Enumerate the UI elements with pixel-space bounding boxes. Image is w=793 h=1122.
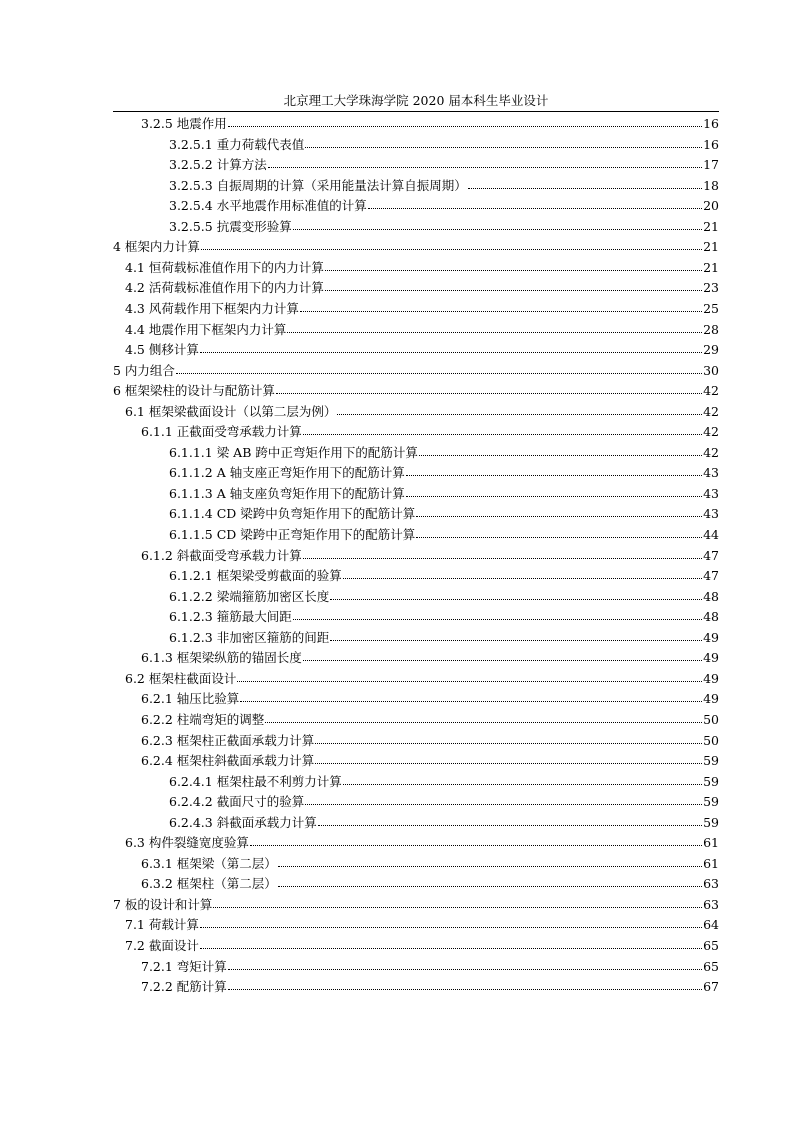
- toc-leader-dots: [250, 834, 702, 846]
- toc-entry-page: 42: [703, 403, 719, 419]
- toc-entry-label: 3.2.5.2 计算方法: [169, 157, 267, 173]
- toc-leader-dots: [237, 670, 702, 682]
- toc-entry-page: 59: [703, 753, 719, 769]
- toc-leader-dots: [343, 773, 702, 785]
- toc-leader-dots: [276, 382, 702, 394]
- toc-leader-dots: [468, 177, 702, 189]
- toc-entry[interactable]: [169, 137, 719, 153]
- toc-entry-label: 6.1.1.2 A 轴支座正弯矩作用下的配筋计算: [169, 465, 405, 481]
- toc-entry-page: 29: [703, 342, 719, 358]
- toc-entry[interactable]: [169, 794, 719, 810]
- toc-entry-label: 6.2.3 框架柱正截面承载力计算: [141, 732, 315, 748]
- toc-entry[interactable]: [169, 219, 719, 235]
- toc-entry-label: 4.3 风荷载作用下框架内力计算: [125, 300, 299, 316]
- toc-entry-label: 6.2.4.1 框架柱最不利剪力计算: [169, 773, 342, 789]
- toc-leader-dots: [278, 875, 702, 887]
- toc-entry-label: 6.2.2 柱端弯矩的调整: [141, 711, 265, 727]
- toc-entry-page: 63: [703, 896, 719, 912]
- toc-entry[interactable]: [141, 548, 719, 564]
- toc-entry-page: 21: [703, 259, 719, 275]
- toc-entry-page: 61: [703, 855, 719, 871]
- toc-entry[interactable]: [141, 876, 719, 892]
- toc-entry[interactable]: [113, 363, 719, 379]
- toc-leader-dots: [343, 567, 702, 579]
- toc-entry-page: 48: [703, 609, 719, 625]
- toc-entry[interactable]: [169, 445, 719, 461]
- toc-leader-dots: [406, 485, 702, 497]
- toc-entry-page: 49: [703, 670, 719, 686]
- toc-entry[interactable]: [141, 753, 719, 769]
- toc-entry[interactable]: [125, 917, 719, 933]
- toc-leader-dots: [303, 649, 702, 661]
- page-header: [113, 93, 719, 112]
- toc-leader-dots: [315, 752, 702, 764]
- toc-entry-label: 6.3.1 框架梁（第二层）: [141, 855, 277, 871]
- toc-entry-page: 49: [703, 650, 719, 666]
- toc-entry[interactable]: [169, 527, 719, 543]
- header-title: 北京理工大学珠海学院 2020 届本科生毕业设计: [283, 93, 549, 108]
- toc-entry[interactable]: [169, 157, 719, 173]
- toc-leader-dots: [330, 629, 702, 641]
- toc-entry-page: 21: [703, 239, 719, 255]
- toc-entry-page: 16: [703, 136, 719, 152]
- toc-entry-label: 6.1 框架梁截面设计（以第二层为例）: [125, 403, 337, 419]
- toc-entry[interactable]: [169, 506, 719, 522]
- toc-entry-page: 50: [703, 711, 719, 727]
- toc-entry[interactable]: [169, 568, 719, 584]
- toc-leader-dots: [303, 423, 702, 435]
- toc-leader-dots: [325, 259, 702, 271]
- toc-entry-page: 47: [703, 547, 719, 563]
- toc-leader-dots: [300, 300, 702, 312]
- toc-entry-page: 49: [703, 629, 719, 645]
- toc-leader-dots: [318, 814, 702, 826]
- toc-leader-dots: [278, 855, 702, 867]
- toc-entry[interactable]: [141, 424, 719, 440]
- toc-leader-dots: [416, 505, 702, 517]
- toc-entry-label: 3.2.5.4 水平地震作用标准值的计算: [169, 198, 367, 214]
- toc-leader-dots: [303, 547, 702, 559]
- toc-leader-dots: [268, 156, 702, 168]
- toc-entry-page: 47: [703, 568, 719, 584]
- toc-entry-label: 6.3 构件裂缝宽度验算: [125, 835, 249, 851]
- toc-entry-label: 6 框架梁柱的设计与配筋计算: [113, 383, 275, 399]
- toc-leader-dots: [240, 690, 702, 702]
- toc-entry-page: 42: [703, 444, 719, 460]
- toc-entry-label: 6.1.1.1 梁 AB 跨中正弯矩作用下的配筋计算: [169, 444, 418, 460]
- toc-entry[interactable]: [141, 650, 719, 666]
- toc-leader-dots: [305, 793, 702, 805]
- toc-entry-label: 5 内力组合: [113, 362, 175, 378]
- toc-entry-page: 42: [703, 424, 719, 440]
- toc-entry[interactable]: [169, 465, 719, 481]
- toc-leader-dots: [228, 978, 702, 990]
- toc-entry[interactable]: [125, 404, 719, 420]
- toc-entry-label: 6.1.2.3 箍筋最大间距: [169, 609, 292, 625]
- toc-entry-page: 65: [703, 958, 719, 974]
- toc-entry-page: 49: [703, 691, 719, 707]
- toc-entry-label: 4.2 活荷载标准值作用下的内力计算: [125, 280, 324, 296]
- toc-entry-page: 63: [703, 876, 719, 892]
- toc-entry-page: 50: [703, 732, 719, 748]
- toc-entry-page: 25: [703, 300, 719, 316]
- toc-entry-label: 6.2.4 框架柱斜截面承载力计算: [141, 753, 315, 769]
- toc-entry-label: 6.2.1 轴压比验算: [141, 691, 240, 707]
- toc-entry[interactable]: [113, 383, 719, 399]
- toc-entry-label: 6.1.2.1 框架梁受剪截面的验算: [169, 568, 342, 584]
- toc-entry-label: 3.2.5 地震作用: [141, 116, 227, 131]
- toc-entry[interactable]: [125, 671, 719, 687]
- toc-entry-label: 6.3.2 框架柱（第二层）: [141, 876, 277, 892]
- toc-entry[interactable]: [141, 959, 719, 975]
- toc-entry[interactable]: [169, 815, 719, 831]
- toc-leader-dots: [200, 341, 702, 353]
- toc-leader-dots: [176, 362, 702, 374]
- toc-entry-page: 17: [703, 157, 719, 173]
- toc-leader-dots: [228, 958, 702, 970]
- toc-entry[interactable]: [113, 897, 719, 913]
- toc-entry-label: 4.5 侧移计算: [125, 342, 199, 358]
- toc-leader-dots: [419, 444, 702, 456]
- toc-entry-page: 64: [703, 917, 719, 933]
- toc-entry-page: 59: [703, 773, 719, 789]
- toc-entry[interactable]: [141, 116, 719, 132]
- toc-entry-page: 67: [703, 979, 719, 995]
- toc-entry[interactable]: [169, 198, 719, 214]
- toc-leader-dots: [200, 916, 702, 928]
- toc-entry-label: 6.2 框架柱截面设计: [125, 670, 237, 686]
- toc-entry[interactable]: [125, 322, 719, 338]
- toc-entry-label: 7.1 荷载计算: [125, 917, 199, 933]
- toc-entry[interactable]: [169, 178, 719, 194]
- toc-leader-dots: [213, 896, 702, 908]
- toc-entry-page: 16: [703, 116, 719, 131]
- toc-entry-page: 30: [703, 362, 719, 378]
- toc-entry-label: 6.1.2 斜截面受弯承载力计算: [141, 547, 302, 563]
- toc-entry-page: 23: [703, 280, 719, 296]
- toc-entry[interactable]: [141, 979, 719, 995]
- toc-entry-label: 7.2.2 配筋计算: [141, 979, 227, 995]
- toc-leader-dots: [305, 136, 702, 148]
- toc-entry-label: 6.1.1.3 A 轴支座负弯矩作用下的配筋计算: [169, 485, 405, 501]
- toc-leader-dots: [293, 218, 702, 230]
- toc-entry-label: 3.2.5.1 重力荷载代表值: [169, 136, 305, 152]
- toc-entry-page: 44: [703, 527, 719, 542]
- toc-entry[interactable]: [125, 938, 719, 954]
- toc-leader-dots: [265, 711, 702, 723]
- toc-entry[interactable]: [125, 260, 719, 276]
- toc-entry-page: 42: [703, 383, 719, 399]
- toc-entry-page: 43: [703, 485, 719, 501]
- toc-entry[interactable]: [125, 835, 719, 851]
- toc-entry[interactable]: [141, 712, 719, 728]
- toc-entry[interactable]: [141, 733, 719, 749]
- toc-entry-label: 4 框架内力计算: [113, 239, 200, 255]
- toc-entry-label: 6.2.4.2 截面尺寸的验算: [169, 794, 305, 810]
- toc-entry[interactable]: [169, 486, 719, 502]
- toc-entry[interactable]: [141, 691, 719, 707]
- toc-entry-label: 6.2.4.3 斜截面承载力计算: [169, 814, 317, 830]
- toc-entry[interactable]: [125, 280, 719, 296]
- toc-entry[interactable]: [169, 630, 719, 646]
- toc-leader-dots: [293, 608, 702, 620]
- toc-entry-label: 3.2.5.3 自振周期的计算（采用能量法计算自振周期）: [169, 177, 467, 193]
- toc-leader-dots: [368, 197, 702, 209]
- toc-leader-dots: [406, 464, 702, 476]
- toc-entry-page: 59: [703, 794, 719, 810]
- toc-entry-label: 6.1.1 正截面受弯承载力计算: [141, 424, 302, 440]
- toc-entry-label: 6.1.1.5 CD 梁跨中正弯矩作用下的配筋计算: [169, 527, 416, 542]
- toc-entry[interactable]: [113, 239, 719, 255]
- toc-entry-page: 20: [703, 198, 719, 214]
- toc-entry-page: 43: [703, 506, 719, 522]
- toc-leader-dots: [325, 279, 702, 291]
- toc-entry[interactable]: [141, 856, 719, 872]
- toc-entry-label: 6.1.3 框架梁纵筋的锚固长度: [141, 650, 302, 666]
- toc-leader-dots: [315, 732, 702, 744]
- toc-leader-dots: [201, 238, 702, 250]
- toc-entry-page: 21: [703, 218, 719, 234]
- toc-entry[interactable]: [169, 609, 719, 625]
- toc-entry-page: 28: [703, 321, 719, 337]
- toc-entry-label: 7.2.1 弯矩计算: [141, 958, 227, 974]
- toc-entry-page: 43: [703, 465, 719, 481]
- toc-entry[interactable]: [169, 589, 719, 605]
- toc-leader-dots: [287, 321, 702, 333]
- toc-entry-label: 4.1 恒荷载标准值作用下的内力计算: [125, 259, 324, 275]
- toc-entry-label: 4.4 地震作用下框架内力计算: [125, 321, 287, 337]
- toc-leader-dots: [228, 115, 702, 127]
- toc-entry-page: 59: [703, 814, 719, 830]
- toc-entry[interactable]: [125, 342, 719, 358]
- toc-entry-page: 65: [703, 938, 719, 953]
- toc-leader-dots: [330, 588, 702, 600]
- toc-entry-page: 18: [703, 177, 719, 193]
- toc-entry-label: 7 板的设计和计算: [113, 896, 213, 912]
- toc-leader-dots: [416, 526, 702, 538]
- toc-entry-label: 3.2.5.5 抗震变形验算: [169, 218, 292, 234]
- toc-entry-label: 7.2 截面设计: [125, 938, 199, 953]
- toc-leader-dots: [337, 403, 702, 415]
- toc-leader-dots: [200, 937, 702, 949]
- toc-entry-label: 6.1.1.4 CD 梁跨中负弯矩作用下的配筋计算: [169, 506, 416, 522]
- toc-entry-page: 61: [703, 835, 719, 851]
- toc-entry-label: 6.1.2.3 非加密区箍筋的间距: [169, 629, 330, 645]
- toc-entry[interactable]: [125, 301, 719, 317]
- toc-entry-page: 48: [703, 588, 719, 604]
- toc-entry[interactable]: [169, 774, 719, 790]
- toc-entry-label: 6.1.2.2 梁端箍筋加密区长度: [169, 588, 330, 604]
